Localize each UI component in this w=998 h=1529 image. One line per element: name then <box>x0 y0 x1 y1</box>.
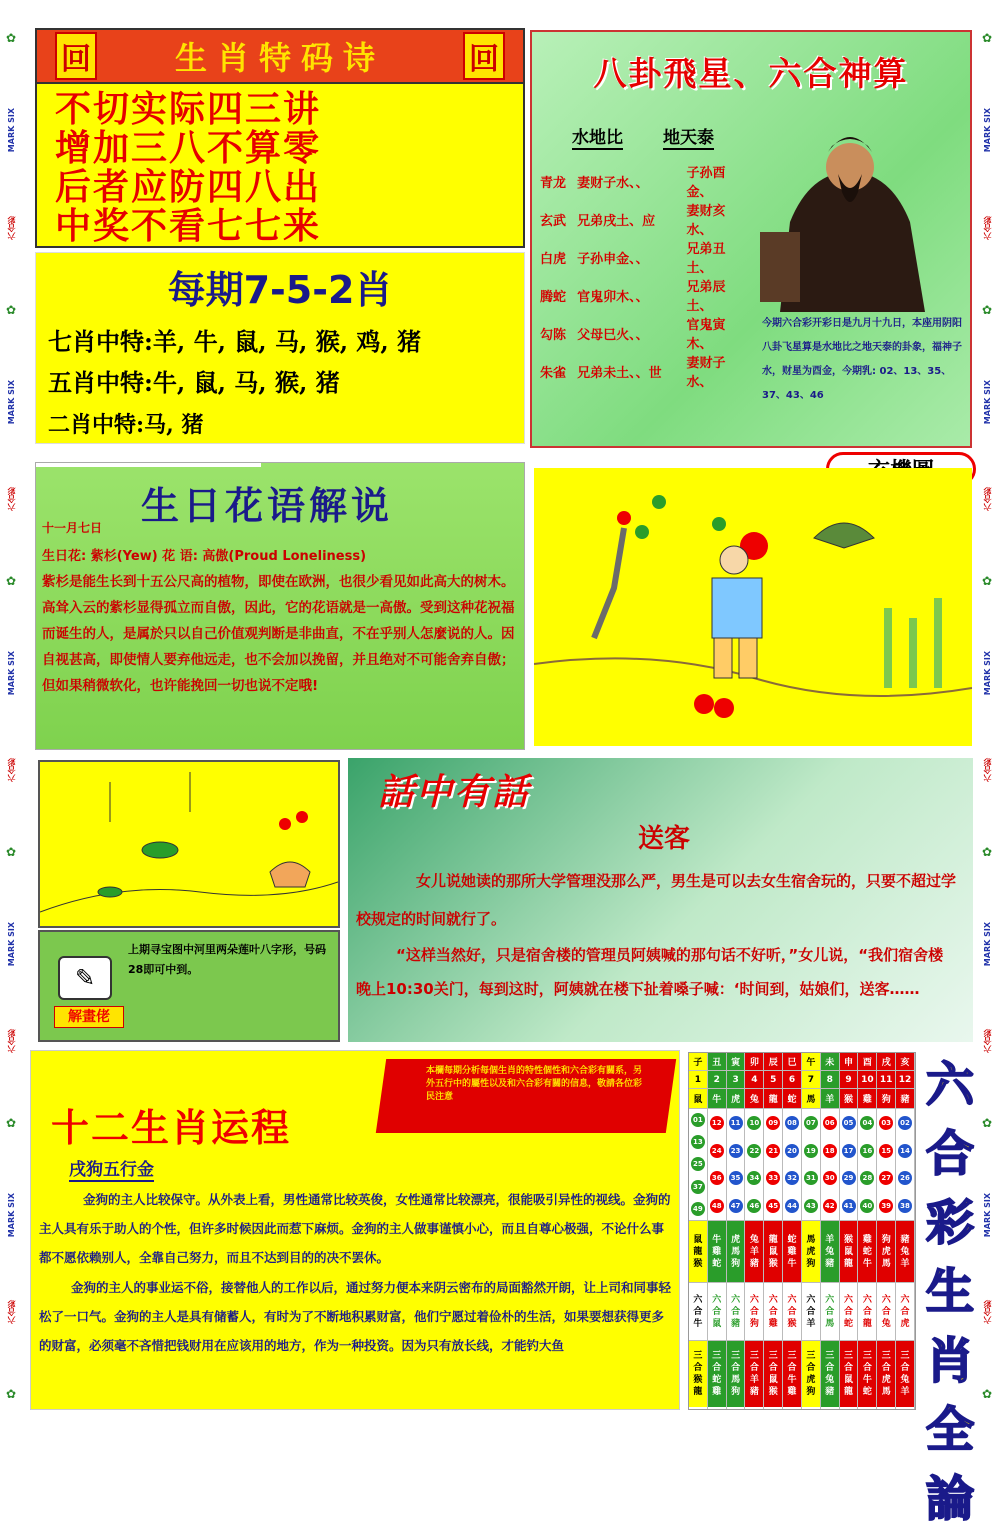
zodiac-columns <box>689 1053 915 1409</box>
zodiac-name-cell: 雞 <box>858 1089 876 1109</box>
zodiac-name-cell: 豬 <box>896 1089 914 1109</box>
riddle-caption: 上期寻宝图中河里两朵莲叶八字形，号码28即可中到。 <box>128 943 326 976</box>
fortune-panel <box>30 1050 680 1410</box>
zodiac-name-cell: 兔 <box>745 1089 763 1109</box>
number-ball: 30 <box>823 1171 837 1185</box>
zodiac-liuhe-cell: 六 合 豬 <box>727 1283 745 1341</box>
number-ball: 36 <box>710 1171 724 1185</box>
bagua-b: 妻财亥水、 <box>686 204 726 238</box>
zodiac-number-stack <box>764 1109 782 1221</box>
zodiac-name-cell: 猴 <box>840 1089 858 1109</box>
bagua-a: 官鬼卯木、、 <box>577 289 649 305</box>
zodiac-harmony-cell: 兔 羊 豬 <box>745 1221 763 1283</box>
bagua-a: 父母巳火、、 <box>577 327 649 343</box>
zodiac-harmony-cell: 鼠 龍 猴 <box>689 1221 707 1283</box>
zodiac-branch-cell: 辰 <box>764 1053 782 1071</box>
bagua-god: 勾陈 <box>540 327 567 343</box>
number-ball: 41 <box>842 1199 856 1213</box>
edge-brand-text: 六合彩 <box>6 215 16 240</box>
zodiac-number-stack <box>896 1109 914 1221</box>
zodiac-liuhe-cell: 六 合 馬 <box>821 1283 839 1341</box>
number-ball: 07 <box>804 1116 818 1130</box>
bagua-row <box>540 352 750 390</box>
number-ball: 37 <box>691 1180 705 1194</box>
number-ball: 03 <box>879 1116 893 1130</box>
number-ball: 48 <box>710 1199 724 1213</box>
zodiac-index-cell: 11 <box>877 1071 895 1089</box>
picks-title: 每期7-5-2肖 <box>167 268 393 312</box>
edge-mark-text: MARK SIX <box>982 650 992 695</box>
edge-mark-text: MARK SIX <box>6 650 16 695</box>
zodiac-branch-cell: 子 <box>689 1053 707 1071</box>
joke-header: 話中有話 <box>378 772 531 813</box>
zodiac-harmony-cell: 豬 兔 羊 <box>896 1221 914 1283</box>
number-ball: 27 <box>879 1171 893 1185</box>
bagua-col2-head: 地天泰 <box>663 123 714 150</box>
number-ball: 17 <box>842 1144 856 1158</box>
zodiac-liuhe-cell: 六 合 猴 <box>783 1283 801 1341</box>
bagua-b: 兄弟丑土、 <box>686 242 726 276</box>
picks-five-row <box>36 357 524 398</box>
bagua-row <box>540 238 750 276</box>
bagua-row <box>540 162 750 200</box>
number-ball: 08 <box>785 1116 799 1130</box>
zodiac-name-cell: 虎 <box>727 1089 745 1109</box>
picks-panel <box>35 252 525 444</box>
edge-brand-text: 六合彩 <box>982 1300 992 1325</box>
sage-portrait-image <box>750 112 950 312</box>
zodiac-number-stack <box>689 1109 707 1221</box>
bagua-a: 妻财子水、、 <box>577 175 649 191</box>
number-ball: 31 <box>804 1171 818 1185</box>
number-ball: 14 <box>898 1144 912 1158</box>
zodiac-name-cell: 龍 <box>764 1089 782 1109</box>
zodiac-name-cell: 羊 <box>821 1089 839 1109</box>
zodiac-index-cell: 8 <box>821 1071 839 1089</box>
zodiac-column <box>689 1053 708 1409</box>
zodiac-harmony-cell: 虎 馬 狗 <box>727 1221 745 1283</box>
joke-panel <box>348 758 973 1042</box>
zodiac-harmony-cell: 蛇 雞 牛 <box>783 1221 801 1283</box>
zodiac-name-cell: 鼠 <box>689 1089 707 1109</box>
edge-mark-text: MARK SIX <box>982 1193 992 1238</box>
poem-icon-right: 回 <box>463 32 505 80</box>
zodiac-name-cell: 蛇 <box>783 1089 801 1109</box>
zodiac-sanhe-cell: 三 合 鼠 猴 <box>764 1341 782 1407</box>
picks-five-value: 牛, 鼠, 马, 猴, 猪 <box>152 368 340 397</box>
fortune-subtitle: 戌狗五行金 <box>69 1155 154 1182</box>
number-ball: 11 <box>729 1116 743 1130</box>
zodiac-liuhe-cell: 六 合 蛇 <box>840 1283 858 1341</box>
zodiac-liuhe-cell: 六 合 虎 <box>896 1283 914 1341</box>
zodiac-index-cell: 9 <box>840 1071 858 1089</box>
zodiac-column <box>840 1053 859 1409</box>
zodiac-branch-cell: 丑 <box>708 1053 726 1071</box>
zodiac-sanhe-cell: 三 合 牛 雞 <box>783 1341 801 1407</box>
zodiac-column <box>896 1053 915 1409</box>
edge-mark-text: MARK SIX <box>6 1193 16 1238</box>
number-ball: 34 <box>747 1171 761 1185</box>
edge-mark-text: MARK SIX <box>982 108 992 153</box>
left-edge-strip: ✿ MARK SIX 六合彩 ✿ MARK SIX 六合彩 ✿ MARK SIX 六合彩 ✿ MARK SIX 六合彩 ✿ MARK SIX 六合彩 ✿ <box>5 31 17 1402</box>
zodiac-harmony-cell: 猴 鼠 龍 <box>840 1221 858 1283</box>
riddle-caption-panel <box>38 930 340 1042</box>
number-ball: 43 <box>804 1199 818 1213</box>
zodiac-column <box>877 1053 896 1409</box>
zodiac-branch-cell: 卯 <box>745 1053 763 1071</box>
vertical-title-char: 彩 <box>925 1195 974 1251</box>
edge-brand-text: 六合彩 <box>982 486 992 511</box>
zodiac-liuhe-cell: 六 合 兔 <box>877 1283 895 1341</box>
zodiac-index-cell: 1 <box>689 1071 707 1089</box>
zodiac-sanhe-cell: 三 合 鼠 龍 <box>840 1341 858 1407</box>
zodiac-branch-cell: 戌 <box>877 1053 895 1071</box>
zodiac-branch-cell: 未 <box>821 1053 839 1071</box>
zodiac-index-cell: 12 <box>896 1071 914 1089</box>
edge-mark-text: MARK SIX <box>982 379 992 424</box>
zodiac-column <box>764 1053 783 1409</box>
fortune-p2: 金狗的主人的事业运不俗，接替他人的工作以后，通过努力便本来阴云密布的局面豁然开朗，让上司和同事轻松了一口气。金狗的主人是具有储蓄人，有时为了不断地积累财富，他们宁愿过着俭朴的生活，如果要想获得更多的财富，必须毫不吝惜把钱财用在应该用的地方，作为一种投资。因为只有放长线，才能钓大鱼 <box>39 1280 672 1353</box>
vertical-title-char: 生 <box>925 1264 974 1320</box>
flower-title: 生日花语解说 <box>141 483 394 528</box>
picks-two-label: 二肖中特: <box>48 412 145 438</box>
bagua-row <box>540 314 750 352</box>
bagua-b: 兄弟辰土、 <box>686 280 726 314</box>
bagua-god: 白虎 <box>540 251 567 267</box>
number-ball: 02 <box>898 1116 912 1130</box>
fortune-p1: 金狗的主人比较保守。从外表上看，男性通常比较英俊，女性通常比较漂亮，很能吸引异性的视线。金狗的主人具有乐于助人的个性，但许多时候因此而惹下麻烦。金狗的主人做事谨慎小心，而且自尊心极强，不论什么事都不愿依赖别人，全靠自己努力，而且不达到目的的决不罢休。 <box>39 1192 671 1265</box>
number-ball: 16 <box>860 1144 874 1158</box>
zodiac-index-cell: 10 <box>858 1071 876 1089</box>
edge-mark-text: MARK SIX <box>6 108 16 153</box>
bagua-row <box>540 276 750 314</box>
bagua-b: 官鬼寅木、 <box>686 318 726 352</box>
bagua-panel <box>530 30 972 448</box>
bagua-b: 妻财子水、 <box>686 356 726 390</box>
vertical-title-char: 論 <box>925 1471 974 1527</box>
fortune-title: 十二生肖运程 <box>51 1106 292 1150</box>
zodiac-number-stack <box>858 1109 876 1221</box>
zodiac-column <box>821 1053 840 1409</box>
zodiac-column <box>858 1053 877 1409</box>
bagua-god: 青龙 <box>540 175 567 191</box>
number-ball: 21 <box>766 1144 780 1158</box>
number-ball: 35 <box>729 1171 743 1185</box>
number-ball: 18 <box>823 1144 837 1158</box>
zodiac-branch-cell: 寅 <box>727 1053 745 1071</box>
picks-two-row <box>36 398 524 439</box>
joke-p1: 女儿说她读的那所大学管理没那么严，男生是可以去女生宿舍玩的，只要不超过学校规定的时间就行了。 <box>356 872 957 928</box>
vertical-title-char: 六 <box>925 1057 974 1113</box>
zodiac-number-stack <box>727 1109 745 1221</box>
zodiac-number-stack <box>708 1109 726 1221</box>
joke-title: 送客 <box>638 824 691 854</box>
poem-header <box>37 30 523 84</box>
zodiac-harmony-cell: 龍 鼠 猴 <box>764 1221 782 1283</box>
zodiac-column <box>745 1053 764 1409</box>
poem-line: 增加三八不算零 <box>55 127 322 169</box>
number-ball: 44 <box>785 1199 799 1213</box>
zodiac-liuhe-cell: 六 合 鼠 <box>708 1283 726 1341</box>
picks-two-value: 马, 猪 <box>144 412 204 438</box>
number-ball: 40 <box>860 1199 874 1213</box>
number-ball: 23 <box>729 1144 743 1158</box>
poem-line: 后者应防四八出 <box>55 166 322 208</box>
zodiac-sanhe-cell: 三 合 兔 羊 <box>896 1341 914 1407</box>
number-ball: 25 <box>691 1157 705 1171</box>
zodiac-sanhe-cell: 三 合 馬 狗 <box>727 1341 745 1407</box>
number-ball: 12 <box>710 1116 724 1130</box>
number-ball: 01 <box>691 1113 705 1127</box>
zodiac-table <box>688 1052 916 1410</box>
flower-body: 紫杉是能生长到十五公尺高的植物，即使在欧洲，也很少看见如此高大的树木。高耸入云的紫杉显得孤立而自傲，因此，它的花语就是一高傲。受到这种花祝福而诞生的人，是属於只以自己价值观判断是非曲直，不在乎别人怎麼说的人。因自视甚高，即使情人要弃他远走，也不会加以挽留，并且绝对不可能舍弃自傲；但如果稍微软化，也许能挽回一切也说不定哦! <box>42 574 515 694</box>
number-ball: 04 <box>860 1116 874 1130</box>
zodiac-harmony-cell: 狗 虎 馬 <box>877 1221 895 1283</box>
right-edge-strip: ✿ MARK SIX 六合彩 ✿ MARK SIX 六合彩 ✿ MARK SIX 六合彩 ✿ MARK SIX 六合彩 ✿ MARK SIX 六合彩 ✿ <box>981 31 993 1402</box>
edge-brand-text: 六合彩 <box>982 1029 992 1054</box>
picks-seven-value: 羊, 牛, 鼠, 马, 猴, 鸡, 猪 <box>152 327 422 356</box>
poem-icon-left: 回 <box>55 32 97 80</box>
zodiac-branch-cell: 午 <box>802 1053 820 1071</box>
bagua-b: 子孙酉金、 <box>686 166 726 200</box>
number-ball: 24 <box>710 1144 724 1158</box>
fortune-note: 本欄每期分析每個生肖的特性個性和六合彩有關系，另外五行中的屬性以及和六合彩有關的信息，敬請各位彩民注意 <box>426 1066 643 1102</box>
number-ball: 45 <box>766 1199 780 1213</box>
bagua-a: 子孙申金、、 <box>577 251 649 267</box>
zodiac-index-cell: 7 <box>802 1071 820 1089</box>
zodiac-column <box>802 1053 821 1409</box>
bagua-a: 兄弟戌土、应 <box>577 213 656 229</box>
zodiac-branch-cell: 申 <box>840 1053 858 1071</box>
zodiac-number-stack <box>877 1109 895 1221</box>
zodiac-column <box>727 1053 746 1409</box>
poem-line: 不切实际四三讲 <box>55 88 322 130</box>
bagua-note: 今期六合彩开彩日是九月十九日，本座用阴阳八卦飞星算是水地比之地天泰的卦象，福神子水，财星为酉金，今期乳: 02、13、35、37、43、46 <box>762 318 962 401</box>
zodiac-liuhe-cell: 六 合 羊 <box>802 1283 820 1341</box>
bagua-god: 朱雀 <box>540 365 567 381</box>
edge-mark-text: MARK SIX <box>6 921 16 967</box>
zodiac-sanhe-cell: 三 合 猴 龍 <box>689 1341 707 1407</box>
vertical-title-char: 肖 <box>925 1333 974 1389</box>
edge-brand-text: 六合彩 <box>6 1300 16 1325</box>
zodiac-number-stack <box>745 1109 763 1221</box>
edge-brand-text: 六合彩 <box>6 486 16 511</box>
number-ball: 38 <box>898 1199 912 1213</box>
zodiac-branch-cell: 巳 <box>783 1053 801 1071</box>
number-ball: 15 <box>879 1144 893 1158</box>
riddle-badge: 解畫佬 <box>54 1006 124 1028</box>
zodiac-liuhe-cell: 六 合 狗 <box>745 1283 763 1341</box>
number-ball: 19 <box>804 1144 818 1158</box>
number-ball: 42 <box>823 1199 837 1213</box>
zodiac-index-cell: 5 <box>764 1071 782 1089</box>
picks-five-label: 五肖中特: <box>48 368 153 397</box>
vertical-title-char: 合 <box>925 1126 974 1182</box>
bagua-god: 腾蛇 <box>540 289 567 305</box>
bagua-title: 八卦飛星、六合神算 <box>593 54 909 93</box>
bagua-row <box>540 200 750 238</box>
xuanji-picture-panel <box>534 468 972 746</box>
number-ball: 47 <box>729 1199 743 1213</box>
edge-brand-text: 六合彩 <box>982 215 992 240</box>
zodiac-column <box>708 1053 727 1409</box>
zodiac-index-cell: 6 <box>783 1071 801 1089</box>
riddle-picture-panel <box>38 760 340 928</box>
zodiac-sanhe-cell: 三 合 虎 狗 <box>802 1341 820 1407</box>
edge-brand-text: 六合彩 <box>6 757 16 782</box>
zodiac-liuhe-cell: 六 合 雞 <box>764 1283 782 1341</box>
riddle-illustration <box>40 762 338 926</box>
bagua-col1-head: 水地比 <box>572 123 623 150</box>
number-ball: 20 <box>785 1144 799 1158</box>
zodiac-harmony-cell: 羊 兔 豬 <box>821 1221 839 1283</box>
flower-panel <box>35 462 525 750</box>
zodiac-sanhe-cell: 三 合 牛 蛇 <box>858 1341 876 1407</box>
zodiac-index-cell: 2 <box>708 1071 726 1089</box>
zodiac-index-cell: 3 <box>727 1071 745 1089</box>
number-ball: 33 <box>766 1171 780 1185</box>
number-ball: 46 <box>747 1199 761 1213</box>
table-vertical-title <box>920 1046 980 1527</box>
xuanji-illustration <box>534 468 972 746</box>
poem-lines <box>37 84 523 252</box>
zodiac-liuhe-cell: 六 合 龍 <box>858 1283 876 1341</box>
zodiac-harmony-cell: 雞 蛇 牛 <box>858 1221 876 1283</box>
zodiac-branch-cell: 亥 <box>896 1053 914 1071</box>
number-ball: 29 <box>842 1171 856 1185</box>
bagua-rows <box>540 162 750 390</box>
flower-name-line: 生日花: 紫杉(Yew) 花 语: 高傲(Proud Loneliness) <box>42 549 367 564</box>
zodiac-sanhe-cell: 三 合 虎 馬 <box>877 1341 895 1407</box>
number-ball: 10 <box>747 1116 761 1130</box>
zodiac-sanhe-cell: 三 合 羊 豬 <box>745 1341 763 1407</box>
edge-mark-text: MARK SIX <box>982 921 992 967</box>
picks-seven-row <box>36 314 524 357</box>
joke-p2: “这样当然好，只是宿舍楼的管理员阿姨喊的那句话不好听，”女儿说，“我们宿舍楼晚上10:30关门，每到这时，阿姨就在楼下扯着嗓子喊：‘时间到，姑娘们，送客…… <box>356 946 944 998</box>
zodiac-branch-cell: 酉 <box>858 1053 876 1071</box>
picks-seven-label: 七肖中特: <box>48 327 153 356</box>
number-ball: 28 <box>860 1171 874 1185</box>
number-ball: 05 <box>842 1116 856 1130</box>
flower-date: 十一月七日 <box>42 521 103 535</box>
zodiac-column <box>783 1053 802 1409</box>
zodiac-name-cell: 馬 <box>802 1089 820 1109</box>
bagua-a: 兄弟未土、、世 <box>577 365 662 381</box>
number-ball: 22 <box>747 1144 761 1158</box>
vertical-title-char: 全 <box>925 1402 974 1458</box>
number-ball: 26 <box>898 1171 912 1185</box>
zodiac-number-stack <box>783 1109 801 1221</box>
poem-panel <box>35 28 525 248</box>
zodiac-harmony-cell: 馬 虎 狗 <box>802 1221 820 1283</box>
number-ball: 49 <box>691 1202 705 1216</box>
zodiac-sanhe-cell: 三 合 兔 豬 <box>821 1341 839 1407</box>
zodiac-number-stack <box>802 1109 820 1221</box>
poem-line: 中奖不看七七来 <box>55 205 322 247</box>
poem-title: 生肖特码诗 <box>174 39 385 77</box>
zodiac-number-stack <box>840 1109 858 1221</box>
number-ball: 09 <box>766 1116 780 1130</box>
zodiac-number-stack <box>821 1109 839 1221</box>
zodiac-sanhe-cell: 三 合 蛇 雞 <box>708 1341 726 1407</box>
notepad-icon: ✎ <box>58 956 112 1000</box>
edge-mark-text: MARK SIX <box>6 379 16 424</box>
edge-brand-text: 六合彩 <box>982 757 992 782</box>
zodiac-name-cell: 狗 <box>877 1089 895 1109</box>
number-ball: 32 <box>785 1171 799 1185</box>
zodiac-index-cell: 4 <box>745 1071 763 1089</box>
zodiac-name-cell: 牛 <box>708 1089 726 1109</box>
number-ball: 06 <box>823 1116 837 1130</box>
edge-brand-text: 六合彩 <box>6 1029 16 1054</box>
zodiac-harmony-cell: 牛 雞 蛇 <box>708 1221 726 1283</box>
zodiac-liuhe-cell: 六 合 牛 <box>689 1283 707 1341</box>
number-ball: 39 <box>879 1199 893 1213</box>
bagua-god: 玄武 <box>540 213 567 229</box>
number-ball: 13 <box>691 1135 705 1149</box>
